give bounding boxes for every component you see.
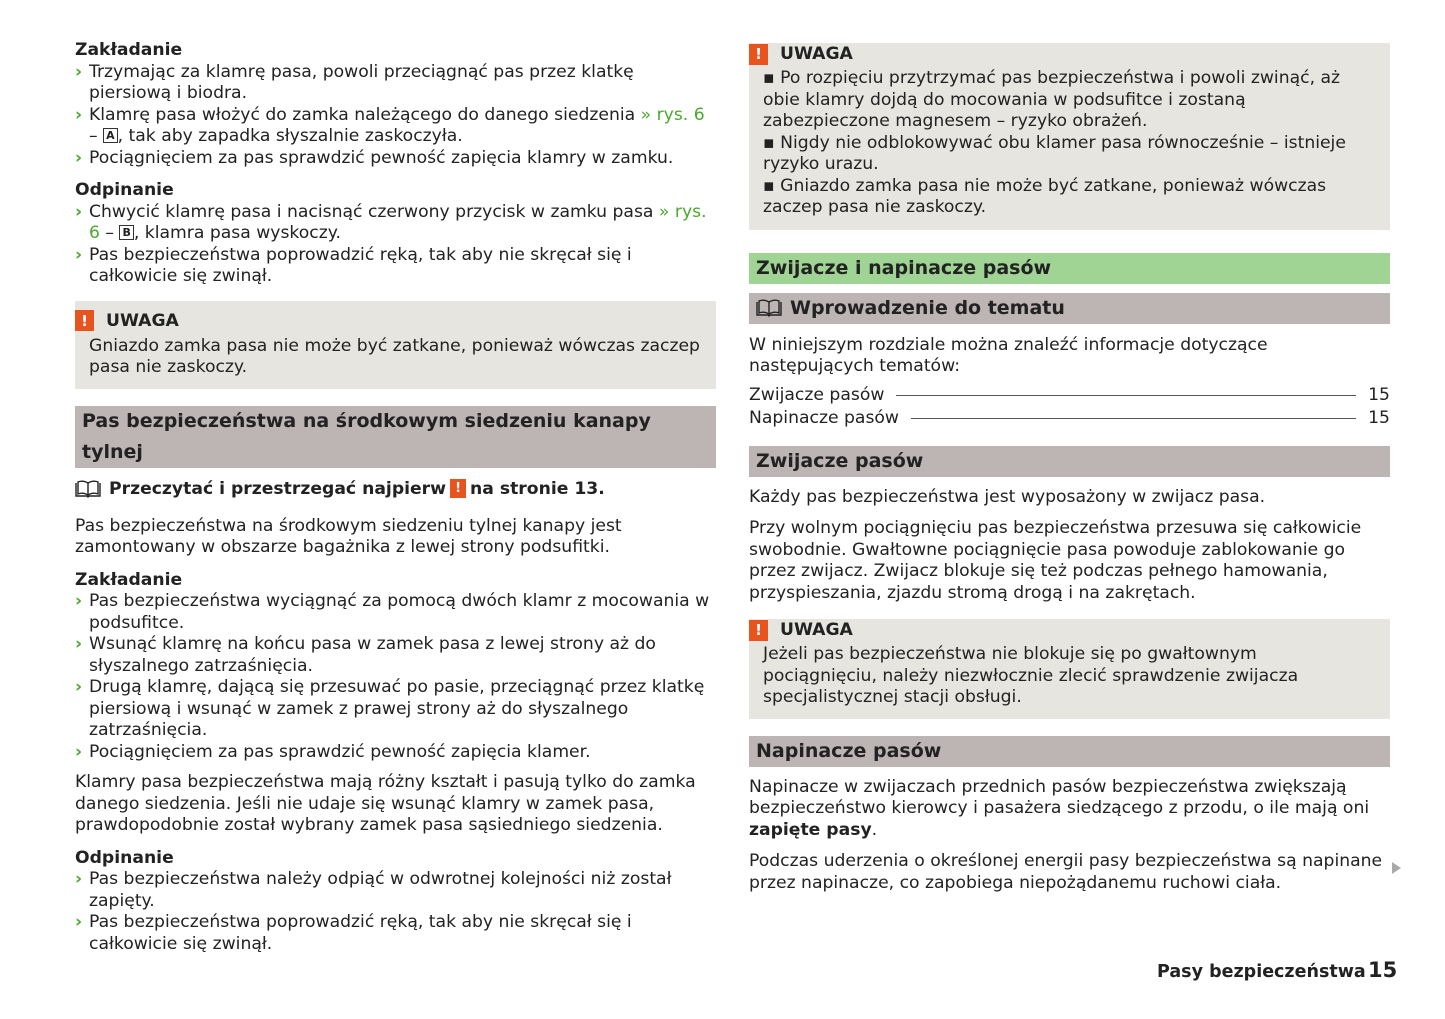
next-page-icon[interactable] — [1392, 862, 1401, 874]
warning-item: ▪ Nigdy nie odblokowywać obu klamer pasa równocześnie – istnieje ryzyko urazu. — [763, 132, 1346, 174]
list-item: › Chwycić klamrę pasa i nacisnąć czerwony przycisk w zamku pasa » rys. 6 – B , klamra pasa wyskoczy. — [75, 201, 707, 243]
intro-title: Wprowadzenie do tematu — [790, 296, 1065, 319]
figure-link[interactable]: » rys. 6 — [89, 201, 707, 243]
warning-item: ▪ Gniazdo zamka pasa nie może być zatkane, ponieważ wówczas zaczep pasa nie zaskoczy. — [763, 175, 1327, 217]
toc-row[interactable]: Zwijacze pasów 15 — [749, 384, 1390, 405]
chevron-right-icon: › — [75, 244, 83, 265]
list-item: › Wsunąć klamrę na końcu pasa w zamek pasa z lewej strony aż do słyszalnego zatrzaśnięcia. — [75, 634, 656, 676]
chevron-right-icon: › — [75, 869, 83, 889]
warning-header: ! UWAGA — [749, 619, 1376, 641]
warning-list — [763, 68, 1376, 219]
chevron-right-icon: › — [75, 147, 83, 168]
bullet-square-icon: ▪ — [763, 68, 781, 88]
chevron-right-icon: › — [75, 677, 83, 697]
list-item: › Pociągnięciem za pas sprawdzić pewność zapięcia klamry w zamku. — [75, 147, 674, 168]
warning-header: ! UWAGA — [75, 310, 702, 332]
toc-row[interactable]: Napinacze pasów 15 — [749, 408, 1390, 428]
chevron-right-icon: › — [75, 201, 83, 222]
unfasten-title-1: Odpinanie — [75, 180, 174, 200]
toc-leader — [911, 418, 1356, 419]
chevron-right-icon: › — [75, 741, 83, 762]
warning-icon: ! — [749, 620, 768, 641]
warning-box-retractors — [749, 619, 1390, 719]
list-item: › Pas bezpieczeństwa poprowadzić ręką, tak aby nie skręcał się i całkowicie się zwinął. — [75, 912, 632, 954]
figure-label-b: B — [119, 225, 133, 240]
fasten-section-2 — [75, 570, 716, 764]
fasten-section-1 — [75, 40, 716, 169]
left-column — [75, 40, 716, 955]
warning-icon: ! — [450, 479, 466, 498]
list-item: › Pas bezpieczeństwa wyciągnąć za pomocą dwóch klamr z mocowania w podsufitce. — [75, 591, 710, 633]
section-title-retractors: Zwijacze pasów — [749, 446, 1390, 477]
warning-header: ! UWAGA — [749, 43, 1376, 65]
chevron-right-icon: › — [75, 61, 83, 82]
chevron-right-icon: › — [75, 591, 83, 611]
fasten-title-1: Zakładanie — [75, 40, 183, 60]
list-item: › Pas bezpieczeństwa poprowadzić ręką, tak aby nie skręcał się i całkowicie się zwinął. — [75, 244, 632, 286]
list-item: › Pas bezpieczeństwa należy odpiąć w odwrotnej kolejności niż został zapięty. — [75, 869, 672, 911]
list-item: › Trzymając za klamrę pasa, powoli przeciągnąć pas przez klatkę piersiową i biodra. — [75, 61, 634, 103]
chevron-right-icon: › — [75, 634, 83, 654]
warning-item: ▪ Po rozpięciu przytrzymać pas bezpieczeństwa i powoli zwinąć, aż obie klamry dojdą do mocowania w podsufitce i zostaną zabezpieczone magnesem – ryzyko obrażeń. — [763, 68, 1341, 131]
fasten-title-2: Zakładanie — [75, 569, 183, 590]
figure-link[interactable]: » rys. 6 — [640, 104, 705, 125]
paragraph-intro: Pas bezpieczeństwa na środkowym siedzeniu tylnej kanapy jest zamontowany w obszarze bagażnika z lewej strony podsufitki. — [75, 515, 622, 557]
figure-label-a: A — [103, 128, 118, 143]
warning-text: Gniazdo zamka pasa nie może być zatkane, ponieważ wówczas zaczep pasa nie zaskoczy. — [89, 335, 700, 377]
read-first-note: Przeczytać i przestrzegać najpierw ! na stronie 13. — [75, 478, 716, 500]
chevron-right-icon: › — [75, 912, 83, 932]
intro-text: W niniejszym rozdziale można znaleźć informacje dotyczące następujących tematów: — [749, 334, 1268, 376]
unfasten-section-1 — [75, 180, 716, 288]
intro-header — [749, 293, 1390, 324]
unfasten-section-2 — [75, 848, 716, 956]
warning-icon: ! — [749, 44, 768, 65]
list-item: › Pociągnięciem za pas sprawdzić pewność zapięcia klamer. — [75, 741, 591, 762]
tensioners-p2: Podczas uderzenia o określonej energii pasy bezpieczeństwa są napinane przez napinacze, co zapobiega niepożądanemu ruchowi ciała. — [749, 851, 1383, 893]
retractors-p1: Każdy pas bezpieczeństwa jest wyposażony w zwijacz pasa. — [749, 486, 1266, 507]
warning-icon: ! — [75, 310, 94, 331]
warning-box-1 — [75, 301, 716, 389]
bullet-square-icon: ▪ — [763, 175, 781, 196]
book-icon — [756, 299, 782, 317]
chevron-right-icon: › — [75, 104, 83, 125]
chapter-title: Zwijacze i napinacze pasów — [749, 253, 1390, 284]
table-of-contents — [749, 384, 1390, 431]
right-column — [749, 43, 1390, 894]
tensioners-p1: Napinacze w zwijaczach przednich pasów bezpieczeństwa zwiększają bezpieczeństwo kierowcy i pasażera siedzącego z przodu, o ile mają oni zapięte pasy. — [749, 776, 1370, 840]
footer-chapter-title: Pasy bezpieczeństwa — [1157, 962, 1366, 982]
section-title-middle-seat: Pas bezpieczeństwa na środkowym siedzeniu kanapy tylnej — [75, 406, 716, 468]
toc-leader — [896, 395, 1356, 396]
warning-box-top — [749, 43, 1390, 230]
list-item: › Klamrę pasa włożyć do zamka należącego do danego siedzenia » rys. 6 – A , tak aby zapadka słyszalnie zaskoczyła. — [75, 104, 705, 146]
unfasten-title-2: Odpinanie — [75, 847, 174, 868]
warning-text: Jeżeli pas bezpieczeństwa nie blokuje się po gwałtownym pociągnięciu, należy niezwłocznie zlecić sprawdzenie zwijacza specjalistycznej stacji obsługi. — [763, 644, 1299, 707]
paragraph-note: Klamry pasa bezpieczeństwa mają różny kształt i pasują tylko do zamka danego siedzenia. Jeśli nie udaje się wsunąć klamry w zamek pasa, prawdopodobnie został wybrany zamek pasa sąsiedniego siedzenia. — [75, 772, 696, 835]
page-number: 15 — [1368, 958, 1398, 982]
section-title-tensioners: Napinacze pasów — [749, 736, 1390, 767]
bullet-square-icon: ▪ — [763, 132, 781, 153]
book-icon — [75, 480, 101, 498]
retractors-p2: Przy wolnym pociągnięciu pas bezpieczeństwa przesuwa się całkowicie swobodnie. Gwałtowne pociągnięcie pasa powoduje zablokowanie go przez zwijacz. Zwijacz blokuje się też podczas pełnego hamowania, przyspieszania, zjazdu stromą drogą i na zakrętach. — [749, 518, 1362, 603]
list-item: › Drugą klamrę, dającą się przesuwać po pasie, przeciągnąć przez klatkę piersiową i wsunąć w zamek z prawej strony aż do słyszalnego zatrzaśnięcia. — [75, 677, 705, 740]
